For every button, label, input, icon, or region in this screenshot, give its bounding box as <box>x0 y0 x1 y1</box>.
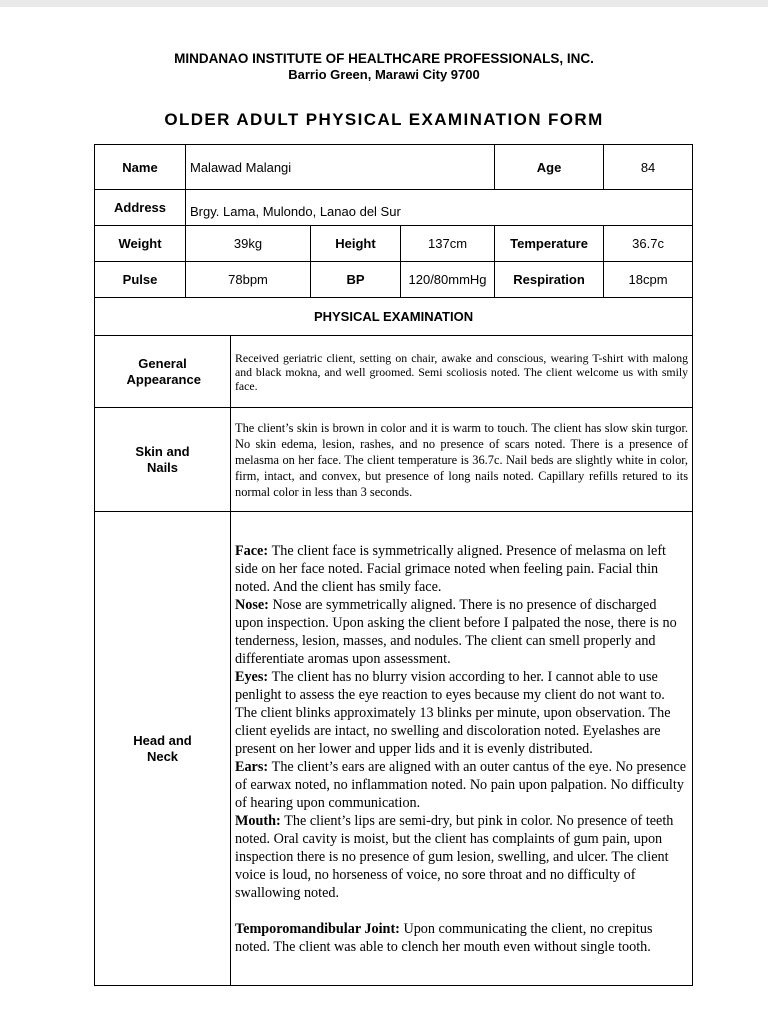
head-neck-item: Ears: The client’s ears are aligned with an outer cantus of the eye. No presence of earwax noted, no inflammation noted. No pain upon palpation. No difficulty of hearing upon communication. <box>235 758 687 811</box>
head-neck-item-term: Eyes: <box>235 668 272 685</box>
temperature-value-cell: 36.7c <box>604 226 693 262</box>
height-value-cell: 137cm <box>401 226 495 262</box>
row-skin-and-nails <box>95 408 693 512</box>
skin-and-nails-text-cell <box>231 408 693 512</box>
head-neck-item: Nose: Nose are symmetrically aligned. There is no presence of discharged upon inspection. Upon asking the client before I palpated the nose, there is no tenderness, lesion, masses, and nodules. The client can smell properly and differentiate aromas upon assessment. <box>235 596 677 667</box>
head-neck-item: Temporomandibular Joint: Upon communicating the client, no crepitus noted. The client was able to clench her mouth even without single tooth. <box>235 920 653 955</box>
row-name-age <box>95 145 693 190</box>
respiration-value-cell: 18cpm <box>604 262 693 298</box>
head-neck-item-term: Nose: <box>235 596 273 613</box>
pulse-value-cell: 78bpm <box>186 262 311 298</box>
head-neck-item: Mouth: The client’s lips are semi-dry, but pink in color. No presence of teeth noted. Oral cavity is moist, but the client has complaints of gum pain, upon inspection there is no presence of gum lesion, swelling, and ulcer. The client voice is loud, no horseness of voice, no sore throat and no difficulty of swallowing noted. <box>235 812 674 901</box>
skin-and-nails-label: Skin and Nails <box>135 443 190 475</box>
row-weight-height-temp <box>95 226 693 262</box>
skin-and-nails-text: The client’s skin is brown in color and it is warm to touch. The client has slow skin turgor. No skin edema, lesion, rashes, and no presence of scars noted. There is a presence of melasma on her face. The client temperature is 36.7c. Nail beds are slightly white in color, firm, intact, and convex, but presence of long nails noted. Capillary refills retured to its normal color in less than 3 seconds. <box>235 420 689 499</box>
name-label-cell: Name <box>95 145 186 190</box>
head-and-neck-label: Head and Neck <box>133 732 192 764</box>
physical-examination-heading: PHYSICAL EXAMINATION <box>95 298 693 336</box>
head-and-neck-text-cell <box>231 512 693 986</box>
head-neck-item-term: Ears: <box>235 758 272 775</box>
row-pulse-bp-respiration <box>95 262 693 298</box>
general-appearance-label-cell <box>95 336 231 408</box>
bp-label-cell: BP <box>311 262 401 298</box>
address-label-cell: Address <box>95 190 186 226</box>
head-neck-item-term: Mouth: <box>235 812 285 829</box>
form-title: OLDER ADULT PHYSICAL EXAMINATION FORM <box>164 110 604 129</box>
head-neck-item-term: Temporomandibular Joint: <box>235 920 404 937</box>
row-section-banner <box>95 298 693 336</box>
page-top-gap <box>0 0 768 7</box>
general-appearance-text-cell <box>231 336 693 408</box>
weight-label-cell: Weight <box>95 226 186 262</box>
respiration-label-cell: Respiration <box>495 262 604 298</box>
age-value-cell: 84 <box>604 145 693 190</box>
row-head-and-neck <box>95 512 693 986</box>
general-appearance-text: Received geriatric client, setting on chair, awake and conscious, wearing T-shirt with malong and black mokna, and well groomed. Semi scoliosis noted. The client welcome us with smily face. <box>235 350 689 393</box>
head-neck-item-term: Face: <box>235 542 272 559</box>
pulse-label-cell: Pulse <box>95 262 186 298</box>
age-label-cell: Age <box>495 145 604 190</box>
head-neck-item: Face: The client face is symmetrically aligned. Presence of melasma on left side on her face noted. Facial grimace noted when feeling pain. Facial thin noted. And the client has smily face. <box>235 542 666 595</box>
head-and-neck-label-cell <box>95 512 231 986</box>
bp-value-cell: 120/80mmHg <box>401 262 495 298</box>
organization-address: Barrio Green, Marawi City 9700 <box>288 67 480 82</box>
temperature-label-cell: Temperature <box>495 226 604 262</box>
name-value-cell: Malawad Malangi <box>186 145 495 190</box>
head-neck-content <box>235 542 688 956</box>
height-label-cell: Height <box>311 226 401 262</box>
row-address <box>95 190 693 226</box>
address-value-cell: Brgy. Lama, Mulondo, Lanao del Sur <box>186 190 693 226</box>
row-general-appearance <box>95 336 693 408</box>
organization-name: MINDANAO INSTITUTE OF HEALTHCARE PROFESSIONALS, INC. <box>174 51 594 66</box>
skin-and-nails-label-cell <box>95 408 231 512</box>
exam-form-table <box>94 144 693 986</box>
head-neck-item: Eyes: The client has no blurry vision according to her. I cannot able to use penlight to assess the eye reaction to eyes because my client do not want to. The client blinks approximately 13 blinks per minute, upon observation. The client eyelids are intact, no swelling and discoloration noted. Eyelashes are present on her lower and upper lids and it is evenly distributed. <box>235 668 671 757</box>
document-header <box>0 7 768 83</box>
general-appearance-label: General Appearance <box>126 355 201 387</box>
weight-value-cell: 39kg <box>186 226 311 262</box>
